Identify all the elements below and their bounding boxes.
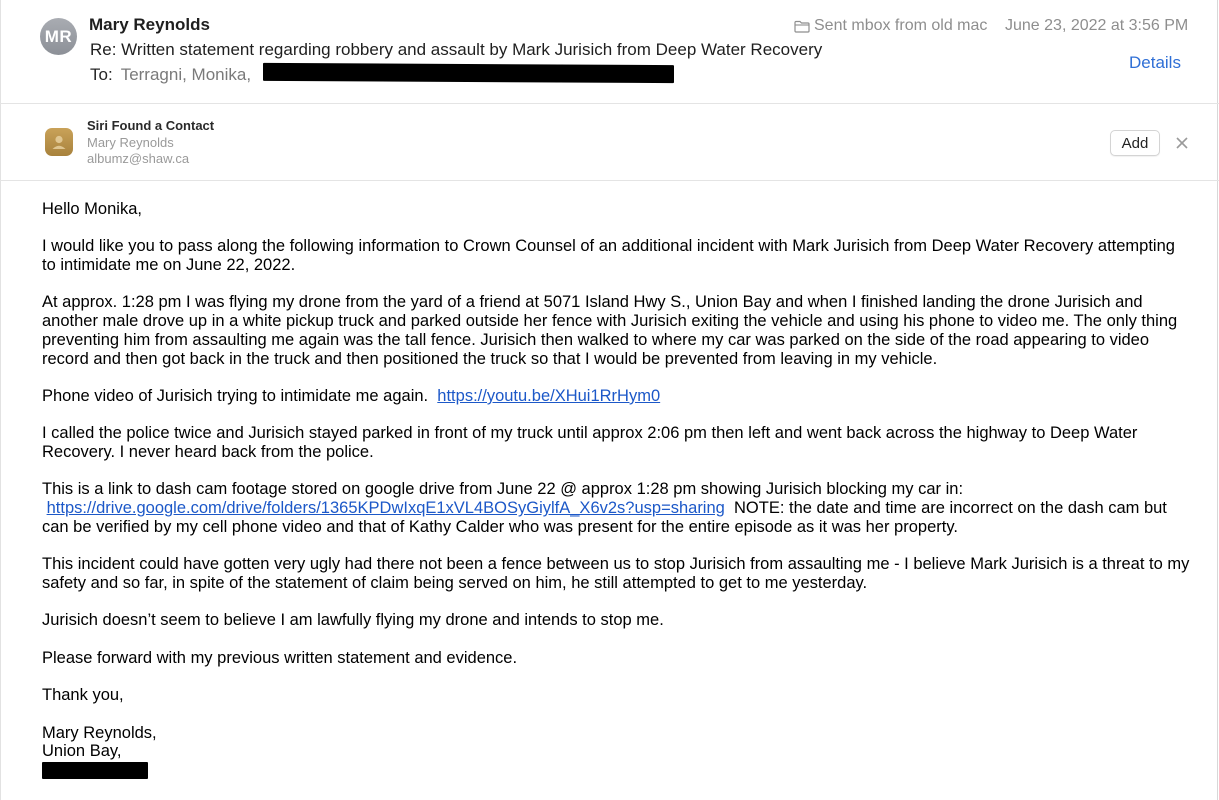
details-link[interactable]: Details bbox=[1129, 53, 1181, 72]
mailbox-label bbox=[794, 17, 987, 35]
signature-place: Union Bay, bbox=[42, 742, 122, 761]
mailbox-name: Sent mbox from old mac bbox=[814, 17, 988, 34]
folder-icon bbox=[794, 20, 810, 33]
sender-name: Mary Reynolds bbox=[89, 15, 210, 34]
body-paragraph bbox=[42, 480, 1192, 536]
body-paragraph: Jurisich doesn’t seem to believe I am lawfully flying my drone and intends to stop me. bbox=[42, 611, 664, 630]
greeting: Hello Monika, bbox=[42, 200, 142, 218]
sign-off: Thank you, bbox=[42, 686, 124, 705]
message-date: June 23, 2022 at 3:56 PM bbox=[1005, 17, 1189, 34]
paragraph-text: This is a link to dash cam footage stored on google drive from June 22 @ approx 1:28 pm showing Jurisich blocking my car in: bbox=[42, 480, 964, 499]
add-contact-button[interactable]: Add bbox=[1110, 130, 1160, 156]
body-paragraph: I would like you to pass along the following information to Crown Counsel of an additional incident with Mark Jurisich from Deep Water Recovery attempting to intimidate me on June 22, 2022. bbox=[42, 237, 1175, 275]
google-drive-link[interactable]: https://drive.google.com/drive/folders/1365KPDwIxqE1xVL4BOSyGiylfA_X6v2s?usp=sharing bbox=[46, 499, 725, 518]
siri-title: Siri Found a Contact bbox=[87, 118, 215, 133]
contact-card-icon bbox=[45, 128, 73, 156]
body-paragraph bbox=[42, 387, 1192, 406]
close-icon[interactable] bbox=[1174, 135, 1190, 151]
avatar: MR bbox=[40, 18, 77, 55]
signature bbox=[42, 724, 1192, 761]
siri-contact-email: albumz@shaw.ca bbox=[87, 151, 190, 166]
redaction-bar bbox=[42, 762, 148, 779]
siri-suggestion-banner bbox=[0, 104, 1219, 181]
siri-contact-name: Mary Reynolds bbox=[87, 135, 174, 150]
paragraph-note: NOTE: the date and time are incorrect on the dash cam but can be verified by my cell phone video and that of Kathy Calder who was present for the entire episode as it was her property. bbox=[42, 499, 1167, 536]
message-header bbox=[0, 0, 1219, 104]
message-body bbox=[42, 200, 1192, 761]
body-paragraph: This incident could have gotten very ugly had there not been a fence between us to stop Jurisich from assaulting me - I believe Mark Jurisich is a threat to my safety and so far, in spite of the statement of claim being served on him, he still attempted to get to me yesterday. bbox=[42, 555, 1190, 592]
paragraph-text: Phone video of Jurisich trying to intimidate me again. bbox=[42, 386, 429, 405]
subject-line: Re: Written statement regarding robbery and assault by Mark Jurisich from Deep Water Recovery bbox=[90, 40, 823, 59]
redaction-bar bbox=[263, 63, 674, 83]
body-paragraph: At approx. 1:28 pm I was flying my drone from the yard of a friend at 5071 Island Hwy S., Union Bay and when I finished landing the drone Jurisich and another male drove up in a white pickup truck and parked outside her fence with Jurisich exiting the vehicle and using his phone to video me. The only thing preventing him from assaulting me again was the tall fence. Jurisich then walked to where my car was parked on the side of the road appearing to video record and then got back in the truck and then positioned the truck so that I would be prevented from leaving in my vehicle. bbox=[42, 293, 1178, 368]
recipients-row bbox=[90, 65, 251, 85]
to-label: To: bbox=[90, 65, 113, 84]
youtube-link[interactable]: https://youtu.be/XHui1RrHym0 bbox=[437, 386, 661, 405]
body-paragraph: Please forward with my previous written statement and evidence. bbox=[42, 648, 518, 667]
recipient-names[interactable]: Terragni, Monika, bbox=[120, 65, 252, 84]
signature-name: Mary Reynolds, bbox=[42, 723, 157, 742]
body-paragraph: I called the police twice and Jurisich stayed parked in front of my truck until approx 2:06 pm then left and went back across the highway to Deep Water Recovery. I never heard back from the police. bbox=[42, 424, 1138, 462]
